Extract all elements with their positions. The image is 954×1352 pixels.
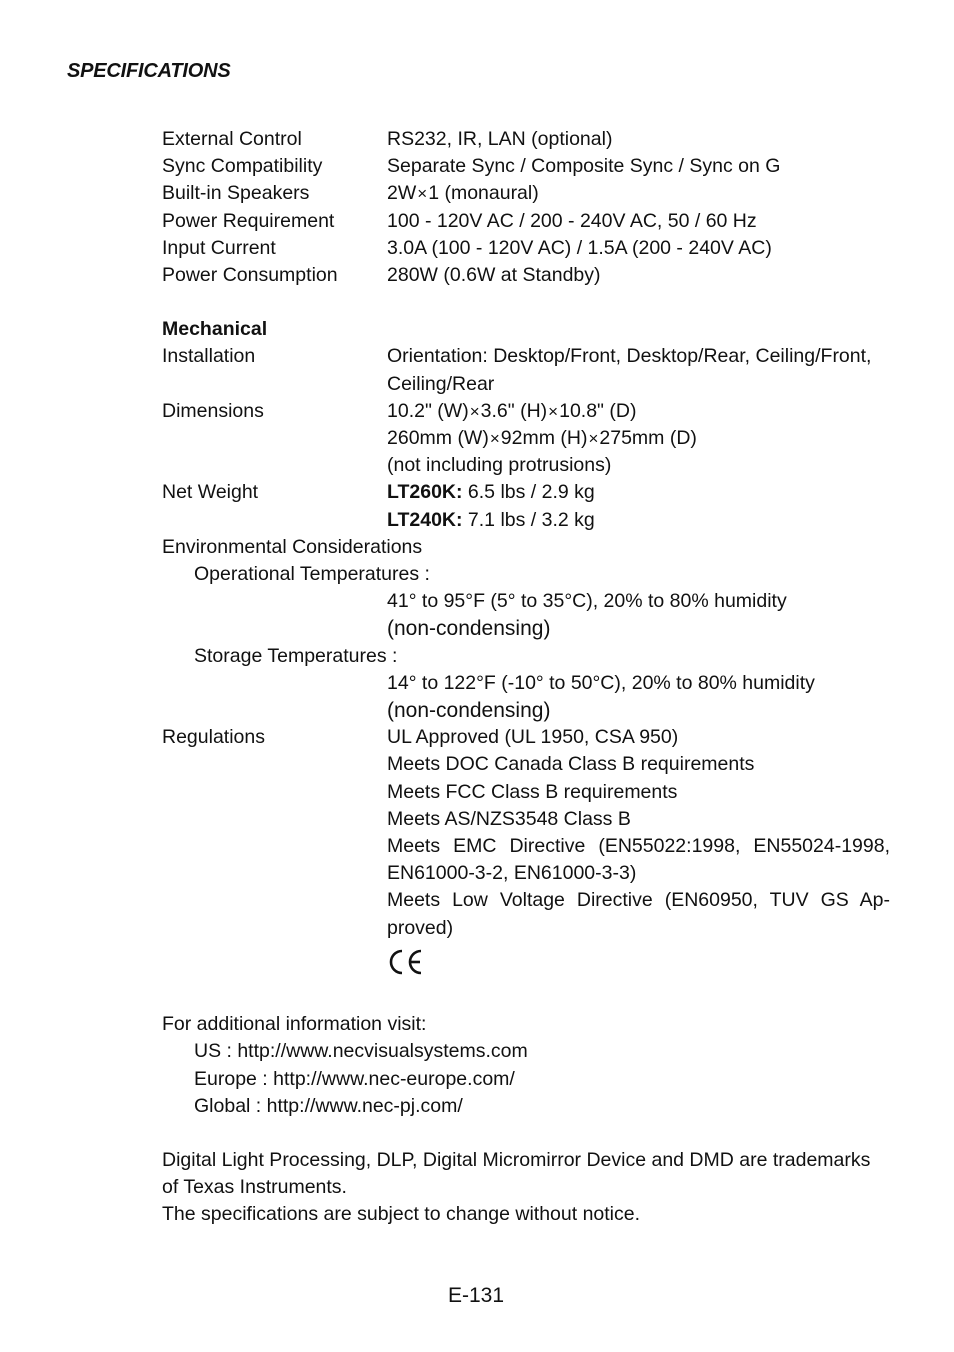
spec-row-storage-temp bbox=[162, 670, 890, 724]
model-name: LT240K: bbox=[387, 508, 463, 531]
link-us: US : http://www.necvisualsystems.com bbox=[194, 1040, 528, 1063]
dimensions-imperial: 10.2" (W)×3.6" (H)×10.8" (D) bbox=[387, 399, 637, 422]
operational-temp-note: (non-condensing) bbox=[387, 617, 551, 641]
dimensions-note: (not including protrusions) bbox=[387, 454, 612, 477]
spec-label: Dimensions bbox=[162, 399, 264, 422]
weight-value: 6.5 lbs / 2.9 kg bbox=[462, 481, 595, 504]
spec-label: External Control bbox=[162, 128, 302, 150]
spec-row-power-consumption bbox=[162, 262, 890, 289]
spec-label: Input Current bbox=[162, 236, 276, 259]
weight-value: 7.1 lbs / 3.2 kg bbox=[462, 508, 595, 531]
spec-row-external-control bbox=[162, 126, 890, 153]
spacer bbox=[162, 1120, 890, 1147]
trademark-note: Digital Light Processing, DLP, Digital Micromirror Device and DMD are trademarks of Texas Instruments. bbox=[162, 1148, 871, 1199]
spec-label: Power Consumption bbox=[162, 264, 338, 287]
spec-label: Regulations bbox=[162, 726, 265, 749]
spec-row-regulations bbox=[162, 724, 890, 984]
spec-row-operational-temp bbox=[162, 588, 890, 642]
spec-value bbox=[387, 670, 890, 724]
spec-row-power-requirement bbox=[162, 208, 890, 235]
spec-row-input-current bbox=[162, 235, 890, 262]
spec-row-net-weight bbox=[162, 479, 890, 533]
spec-row-sync bbox=[162, 153, 890, 180]
operational-temp-value: 41° to 95°F (5° to 35°C), 20% to 80% humidity bbox=[387, 590, 787, 613]
section-title-mechanical: Mechanical bbox=[162, 318, 268, 341]
spec-value: RS232, IR, LAN (optional) bbox=[387, 128, 613, 150]
dimensions-metric: 260mm (W)×92mm (H)×275mm (D) bbox=[387, 427, 697, 450]
spec-content bbox=[162, 126, 890, 1229]
spec-value bbox=[387, 724, 890, 984]
regulation-item: Meets EMC Directive (EN55022:1998, EN55024-1998, EN61000-3-2, EN61000-3-3) bbox=[387, 835, 890, 885]
spec-value: Orientation: Desktop/Front, Desktop/Rear, Ceiling/Front, Ceiling/Rear bbox=[387, 345, 872, 395]
speaker-count: 1 (monaural) bbox=[428, 182, 539, 205]
environment-label: Environmental Considerations bbox=[162, 535, 423, 558]
page-number: E-131 bbox=[447, 1284, 505, 1307]
times-symbol: × bbox=[417, 184, 428, 204]
page-number-container bbox=[0, 1284, 954, 1308]
storage-temp-value: 14° to 122°F (-10° to 50°C), 20% to 80% humidity bbox=[387, 671, 815, 694]
spec-value: Separate Sync / Composite Sync / Sync on G bbox=[387, 155, 781, 178]
spec-row-installation bbox=[162, 343, 890, 397]
operational-temp-label: Operational Temperatures : bbox=[194, 563, 430, 586]
spec-value bbox=[387, 398, 890, 480]
model-name: LT260K: bbox=[387, 481, 463, 504]
spec-row-dimensions bbox=[162, 398, 890, 480]
spec-value: 280W (0.6W at Standby) bbox=[387, 264, 601, 287]
spec-value: 3.0A (100 - 120V AC) / 1.5A (200 - 240V AC) bbox=[387, 236, 772, 259]
weight-item bbox=[387, 479, 890, 506]
speaker-power: 2W bbox=[387, 182, 417, 205]
ce-mark-icon bbox=[387, 948, 427, 976]
spec-label: Built-in Speakers bbox=[162, 182, 310, 205]
spec-value bbox=[387, 479, 890, 533]
regulation-item: Meets Low Voltage Directive (EN60950, TUV GS Ap-proved) bbox=[387, 889, 890, 939]
change-note: The specifications are subject to change without notice. bbox=[162, 1203, 641, 1226]
regulation-item: UL Approved (UL 1950, CSA 950) bbox=[387, 726, 679, 749]
additional-info-intro: For additional information visit: bbox=[162, 1013, 427, 1036]
spec-row-speakers bbox=[162, 180, 890, 207]
spec-label: Power Requirement bbox=[162, 209, 335, 232]
spec-label: Installation bbox=[162, 345, 256, 368]
storage-temp-note: (non-condensing) bbox=[387, 699, 551, 723]
spec-value bbox=[387, 180, 890, 207]
spec-value: 100 - 120V AC / 200 - 240V AC, 50 / 60 Hz bbox=[387, 209, 757, 232]
regulation-item: Meets AS/NZS3548 Class B bbox=[387, 807, 631, 830]
link-europe: Europe : http://www.nec-europe.com/ bbox=[194, 1067, 515, 1090]
spacer bbox=[162, 984, 890, 1011]
regulation-item: Meets DOC Canada Class B requirements bbox=[387, 753, 755, 776]
storage-temp-label: Storage Temperatures : bbox=[194, 644, 398, 667]
spec-value bbox=[387, 588, 890, 642]
link-global: Global : http://www.nec-pj.com/ bbox=[194, 1094, 463, 1117]
spec-label: Net Weight bbox=[162, 481, 259, 504]
spacer bbox=[162, 289, 890, 316]
weight-item bbox=[387, 507, 890, 534]
spec-label: Sync Compatibility bbox=[162, 155, 323, 178]
regulation-item: Meets FCC Class B requirements bbox=[387, 780, 678, 803]
page-heading: SPECIFICATIONS bbox=[67, 60, 231, 82]
